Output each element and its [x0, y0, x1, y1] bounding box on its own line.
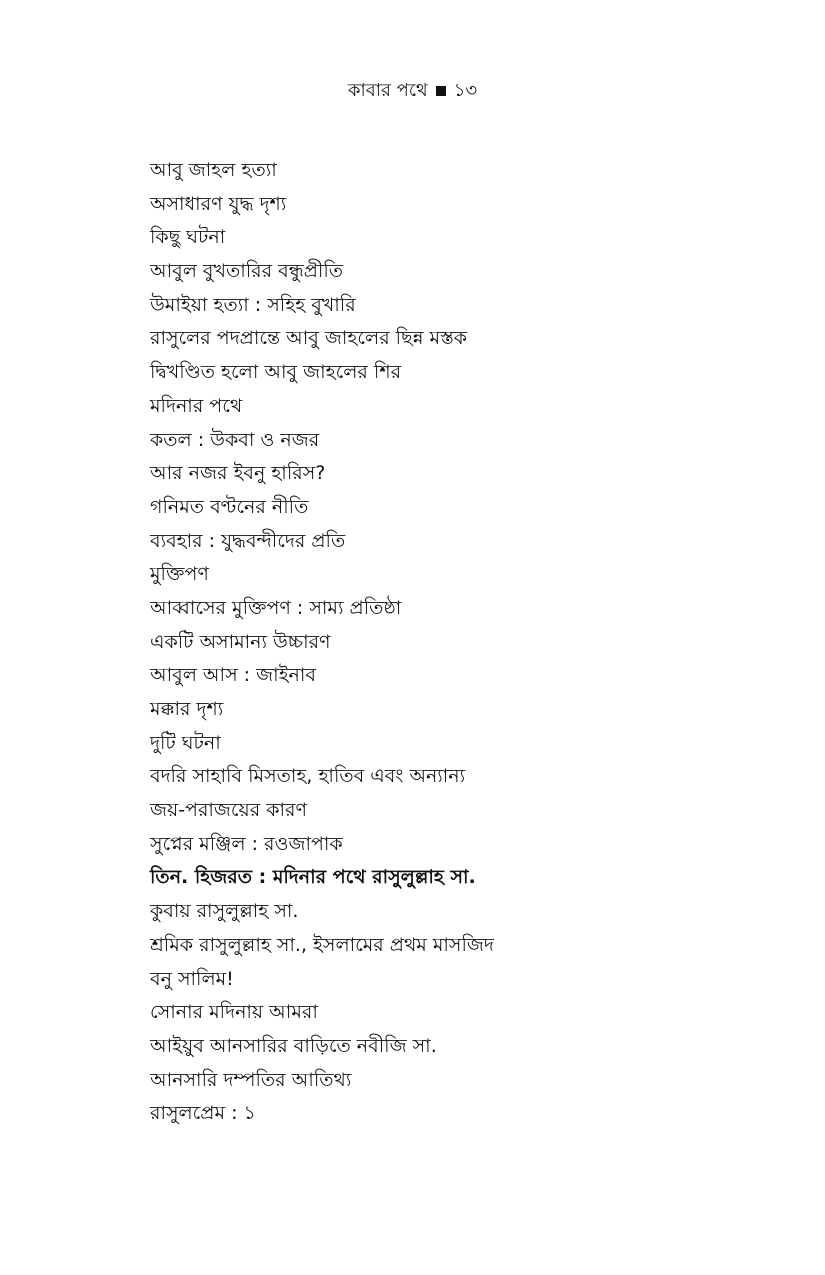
toc-entry: কিছু ঘটনা — [150, 226, 226, 249]
running-header — [0, 78, 825, 104]
toc-entry: একটি অসামান্য উচ্চারণ — [150, 630, 331, 653]
toc-entry: আইয়ুব আনসারির বাড়িতে নবীজি সা. — [150, 1034, 437, 1057]
toc-entry: আবুল বুখতারির বন্ধুপ্রীতি — [150, 260, 344, 283]
toc-entry: মদিনার পথে — [150, 394, 243, 417]
toc-entry: রাসুলের পদপ্রান্তে আবু জাহলের ছিন্ন মস্তক — [150, 327, 468, 350]
toc-entry: আবুল আস : জাইনাব — [150, 664, 316, 687]
toc-entry: দুটি ঘটনা — [150, 731, 221, 754]
toc-entry: জয়-পরাজয়ের কারণ — [150, 799, 307, 822]
toc-entry: বদরি সাহাবি মিসতাহ, হাতিব এবং অন্যান্য — [150, 765, 466, 788]
toc-entry: অসাধারণ যুদ্ধ দৃশ্য — [150, 192, 287, 215]
toc-entry: আনসারি দম্পতির আতিথ্য — [150, 1068, 352, 1091]
toc-entry: শ্রমিক রাসুলুল্লাহ সা., ইসলামের প্রথম মাসজিদ — [150, 933, 494, 956]
toc-entry: তিন. হিজরত : মদিনার পথে রাসুলুল্লাহ সা. — [150, 866, 476, 889]
toc-entry: আব্বাসের মুক্তিপণ : সাম্য প্রতিষ্ঠা — [150, 596, 402, 619]
toc-entry: রাসুলপ্রেম : ১ — [150, 1102, 256, 1125]
toc-entry: বনু সালিম! — [150, 967, 234, 990]
toc-entry: আবু জাহল হত্যা — [150, 159, 277, 181]
toc-entry: সোনার মদিনায় আমরা — [150, 1001, 318, 1024]
toc-entry: উমাইয়া হত্যা : সহিহ বুখারি — [150, 293, 356, 316]
header-title: কাবার পথে — [347, 80, 428, 101]
page-number: ১৩ — [453, 80, 478, 101]
toc-entry: দ্বিখণ্ডিত হলো আবু জাহলের শির — [150, 361, 402, 384]
toc-entry: মুক্তিপণ — [150, 563, 209, 586]
toc-entry: কতল : উকবা ও নজর — [150, 428, 320, 451]
toc-entry: মক্কার দৃশ্য — [150, 698, 224, 720]
toc-entry: কুবায় রাসুলুল্লাহ সা. — [150, 900, 299, 923]
table-of-contents — [150, 154, 710, 1131]
toc-entry: সুপ্নের মঞ্জিল : রওজাপাক — [150, 832, 343, 855]
square-separator-icon — [436, 86, 446, 96]
toc-entry: গনিমত বণ্টনের নীতি — [150, 495, 309, 518]
toc-entry: ব্যবহার : যুদ্ধবন্দীদের প্রতি — [150, 529, 346, 552]
toc-entry: আর নজর ইবনু হারিস? — [150, 462, 326, 485]
